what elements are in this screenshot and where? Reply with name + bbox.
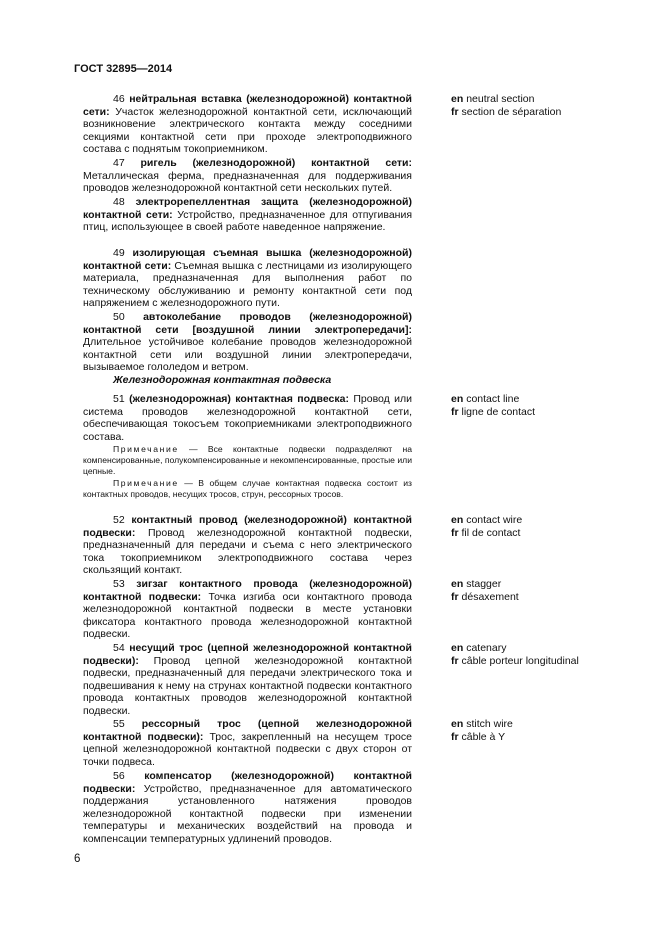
term-title: нейтральная вставка (железнодорожной) контактной сети: (83, 93, 412, 118)
term-definition: Устройство, предназначенное для отпугивания птиц, использующее в своей работе наведенное напряжение. (83, 208, 413, 234)
note-2 (83, 478, 412, 500)
term-equivalents-54: en catenary fr câble porteur longitudinal (451, 642, 579, 667)
term-title: зигзаг контактного провода (железнодорожной) контактной подвески: (83, 578, 412, 603)
term-entry-47 (83, 157, 412, 195)
term-entry-46 (83, 93, 412, 156)
term-equivalents-51: en contact line fr ligne de contact (451, 393, 536, 418)
term-entry-52 (83, 514, 412, 577)
note-label: Примечание (113, 478, 179, 488)
term-title: рессорный трос (цепной железнодорожной контактной подвески): (83, 718, 412, 743)
term-entry-48 (83, 196, 412, 234)
entry-number: 47 (113, 157, 125, 169)
term-title: контактный провод (железнодорожной) контактной подвески: (83, 514, 412, 539)
term-title: изолирующая съемная вышка (железнодорожной) контактной сети: (83, 247, 412, 272)
english-equivalent: stitch wire (466, 718, 513, 730)
term-definition: Устройство, предназначенное для автоматического поддержания установленного натяжения проводов железнодорожной контактной подвески при изменении температуры и механических воздействий на провода и компенсации температурных удлинений проводов. (83, 782, 412, 845)
term-title: электрорепеллентная защита (железнодорожной) контактной сети: (83, 196, 412, 221)
entry-number: 49 (113, 247, 125, 259)
english-equivalent: contact wire (466, 514, 523, 526)
french-equivalent: désaxement (461, 590, 519, 603)
entry-number: 54 (113, 642, 125, 654)
note-text: — Все контактные подвески подразделяют на компенсированные, полукомпенсированные и некомпенсированные, простые или цепные. (83, 444, 412, 476)
term-definition: Длительное устойчивое колебание проводов железнодорожной контактной сети или воздушной линии электропередачи, вызываемое гололедом и ветром. (83, 336, 412, 374)
term-definition: Точка изгиба оси контактного провода железнодорожной контактной подвески в месте установки фиксатора контактного провода железнодорожной контактной подвески. (83, 590, 412, 641)
term-equivalents-52: en contact wire fr fil de contact (451, 514, 523, 539)
french-equivalent: câble à Y (461, 730, 506, 743)
term-entry-51 (83, 393, 412, 443)
term-title: (железнодорожная) контактная подвеска: (129, 393, 349, 405)
entry-number: 52 (113, 514, 125, 526)
term-title: компенсатор (железнодорожной) контактной подвески: (83, 770, 413, 795)
note-label: Примечание (113, 444, 179, 454)
note-1 (83, 444, 412, 477)
french-equivalent: ligne de contact (461, 405, 536, 418)
term-entry-55 (83, 718, 412, 768)
term-definition: Провод или система проводов железнодорожной контактной сети, обеспечивающая токосъем токоприемниками электроподвижного состава. (83, 393, 412, 443)
term-entry-54 (83, 642, 412, 718)
term-definition: Провод цепной железнодорожной контактной подвески, предназначенный для передачи электрического тока и подвешивания к нему на струнах контактной подвески контактного провода контактных проводов железнодорожной контактной подвески. (83, 654, 412, 717)
english-equivalent: stagger (466, 578, 502, 590)
entry-number: 48 (113, 196, 125, 208)
document-header: ГОСТ 32895—2014 (74, 63, 173, 75)
english-equivalent: catenary (466, 642, 507, 654)
term-definition: Металлическая ферма, предназначенная для поддерживания проводов железнодорожной контактной сети нескольких путей. (83, 169, 412, 195)
english-equivalent: contact line (466, 393, 520, 405)
term-title: несущий трос (цепной железнодорожной контактной подвески): (83, 642, 412, 667)
term-definition: Провод железнодорожной контактной подвески, предназначенный для передачи и съема с него электрического тока токоприемником электроподвижного состава через скользящий контакт. (83, 526, 412, 577)
term-entry-53 (83, 578, 412, 641)
entry-number: 55 (113, 718, 125, 730)
note-text: — В общем случае контактная подвеска состоит из контактных проводов, несущих тросов, струн, рессорных тросов. (83, 478, 412, 499)
term-entry-50 (83, 311, 412, 374)
entry-number: 51 (113, 393, 125, 405)
french-equivalent: câble porteur longitudinal (461, 654, 579, 667)
term-definition: Трос, закрепленный на несущем тросе цепной железнодорожной контактной подвески с двух сторон от точки подвеса. (83, 730, 412, 768)
term-equivalents-46: en neutral section fr section de séparation (451, 93, 562, 118)
french-equivalent: section de séparation (461, 105, 562, 118)
term-title: ригель (железнодорожной) контактной сети: (140, 157, 412, 169)
entry-number: 53 (113, 578, 125, 590)
section-subheading: Железнодорожная контактная подвеска (113, 374, 332, 386)
entry-number: 46 (113, 93, 125, 105)
entry-number: 50 (113, 311, 125, 323)
english-equivalent: neutral section (466, 93, 535, 105)
term-definition: Участок железнодорожной контактной сети, исключающий возникновение электрического контакта между соседними секциями контактной сети при проходе электроподвижного состава с поднятым токоприемником. (83, 105, 412, 156)
term-definition: Съемная вышка с лестницами из изолирующего материала, предназначенная для выполнения работ по техническому обслуживанию и ремонту контактной сети под напряжением с железнодорожного пути. (83, 259, 413, 310)
french-equivalent: fil de contact (461, 526, 521, 539)
entry-number: 56 (113, 770, 125, 782)
term-entry-56 (83, 770, 412, 846)
term-title: автоколебание проводов (железнодорожной) контактной сети [воздушной линии электропередачи]: (83, 311, 412, 336)
page-number: 6 (74, 853, 81, 865)
term-equivalents-53: en stagger fr désaxement (451, 578, 519, 603)
term-equivalents-55: en stitch wire fr câble à Y (451, 718, 513, 743)
term-entry-49 (83, 247, 412, 310)
